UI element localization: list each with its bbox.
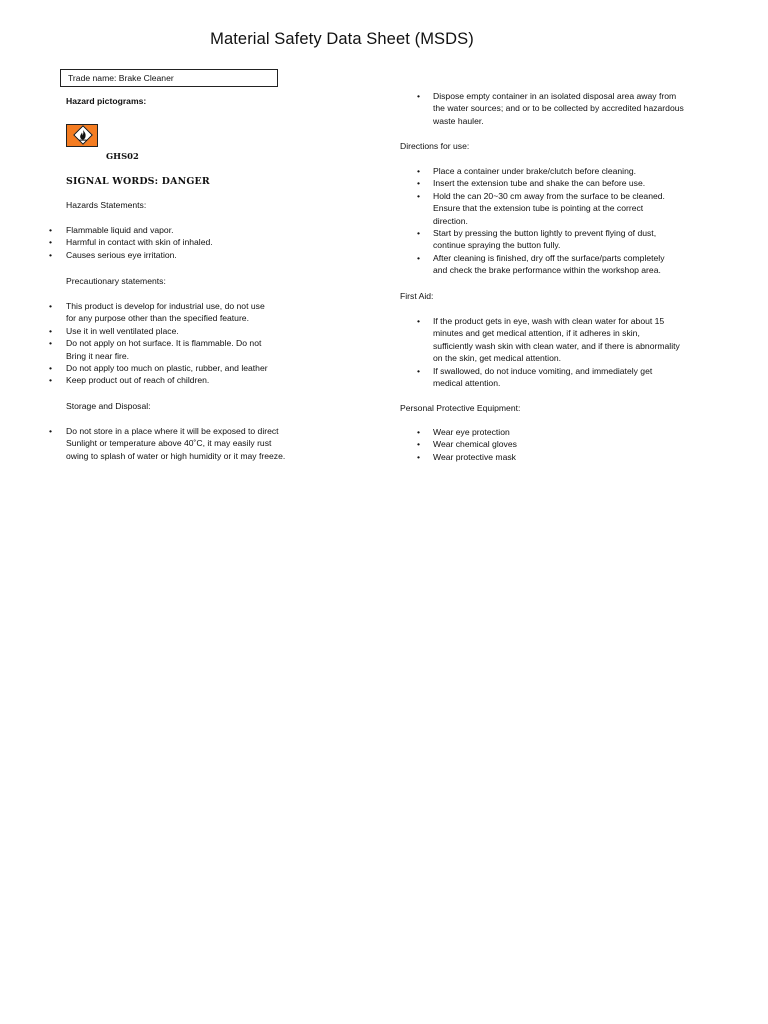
bullet-icon: • <box>49 325 53 336</box>
list-item-text: Ensure that the extension tube is pointing at the correct <box>433 203 644 214</box>
bullet-icon: • <box>417 178 421 189</box>
list-item-text: If swallowed, do not induce vomiting, and immediately get <box>433 365 653 376</box>
list-item-text: This product is develop for industrial use, do not use <box>66 301 265 311</box>
bullet-icon: • <box>49 249 53 260</box>
ppe-list <box>417 426 517 463</box>
bullet-icon: • <box>49 237 53 248</box>
list-item <box>417 315 680 365</box>
list-item <box>417 227 665 252</box>
list-item-text: Wear protective mask <box>433 451 516 462</box>
bullet-icon: • <box>417 228 421 239</box>
trade-name-box: Trade name: Brake Cleaner <box>60 69 278 87</box>
list-item <box>417 90 684 127</box>
list-item <box>417 426 517 438</box>
list-item <box>49 224 213 236</box>
bullet-icon: • <box>49 375 53 386</box>
list-item <box>49 236 213 248</box>
list-item-text: direction. <box>433 215 468 226</box>
list-item <box>417 177 665 189</box>
list-item-text: Harmful in contact with skin of inhaled. <box>66 237 213 248</box>
list-item-text: owing to splash of water or high humidity or it may freeze. <box>66 450 286 461</box>
signal-words: SIGNAL WORDS: DANGER <box>66 176 210 187</box>
list-item-text: Insert the extension tube and shake the can before use. <box>433 178 646 189</box>
list-item-text: Use it in well ventilated place. <box>66 325 179 336</box>
storage-list <box>49 425 286 462</box>
bullet-icon: • <box>49 363 53 374</box>
list-item-text: Sunlight or temperature above 40˚C, it may easily rust <box>66 438 272 449</box>
document-title: Material Safety Data Sheet (MSDS) <box>210 30 474 48</box>
hazard-pictograms-label: Hazard pictograms: <box>66 96 147 106</box>
list-item <box>49 374 268 386</box>
precautionary-heading: Precautionary statements: <box>66 276 166 286</box>
bullet-icon: • <box>417 365 421 376</box>
list-item-text: and check the brake performance within the workshop area. <box>433 265 661 276</box>
list-item <box>417 451 517 463</box>
list-item <box>417 165 665 177</box>
bullet-icon: • <box>49 225 53 235</box>
list-item-text: Flammable liquid and vapor. <box>66 225 174 235</box>
list-item-text: Causes serious eye irritation. <box>66 249 177 260</box>
list-item-text: Dispose empty container in an isolated disposal area away from <box>433 91 677 101</box>
list-item <box>49 337 268 362</box>
bullet-icon: • <box>417 91 421 101</box>
list-item-text: Keep product out of reach of children. <box>66 375 210 386</box>
list-item-text: the water sources; and or to be collected by accredited hazardous <box>433 103 684 114</box>
list-item-text: minutes and get medical attention, if it adheres in skin, <box>433 328 640 339</box>
list-item <box>417 365 680 390</box>
storage-continued-list <box>417 90 684 127</box>
bullet-icon: • <box>417 439 421 450</box>
list-item-text: sufficiently wash skin with clean water, and if there is abnormality <box>433 340 680 351</box>
directions-heading: Directions for use: <box>400 141 470 151</box>
storage-heading: Storage and Disposal: <box>66 401 151 411</box>
hazards-list <box>49 224 213 261</box>
bullet-icon: • <box>49 301 53 311</box>
list-item-text: Do not apply on hot surface. It is flammable. Do not <box>66 338 262 349</box>
bullet-icon: • <box>49 426 53 436</box>
list-item <box>417 190 665 227</box>
bullet-icon: • <box>49 338 53 349</box>
list-item-text: If the product gets in eye, wash with clean water for about 15 <box>433 316 665 326</box>
list-item <box>417 252 665 277</box>
list-item-text: for any purpose other than the specified feature. <box>66 313 249 324</box>
bullet-icon: • <box>417 427 421 437</box>
ppe-heading: Personal Protective Equipment: <box>400 403 521 413</box>
bullet-icon: • <box>417 316 421 326</box>
first-aid-heading: First Aid: <box>400 291 434 301</box>
bullet-icon: • <box>417 190 421 201</box>
hazards-heading: Hazards Statements: <box>66 200 147 210</box>
directions-list <box>417 165 665 277</box>
list-item-text: waste hauler. <box>433 115 484 126</box>
list-item-text: Wear eye protection <box>433 427 510 437</box>
flame-icon <box>66 124 98 147</box>
bullet-icon: • <box>417 252 421 263</box>
list-item-text: on the skin, get medical attention. <box>433 353 562 364</box>
pictogram-code: GHS02 <box>106 151 139 161</box>
list-item <box>417 438 517 450</box>
list-item-text: Wear chemical gloves <box>433 439 517 450</box>
list-item-text: Start by pressing the button lightly to prevent flying of dust, <box>433 228 657 239</box>
list-item <box>49 325 268 337</box>
list-item <box>49 300 268 325</box>
list-item-text: Hold the can 20~30 cm away from the surface to be cleaned. <box>433 190 665 201</box>
list-item-text: medical attention. <box>433 378 501 389</box>
list-item-text: Place a container under brake/clutch before cleaning. <box>433 166 637 176</box>
list-item-text: continue spraying the button fully. <box>433 240 561 251</box>
list-item-text: Bring it near fire. <box>66 350 130 361</box>
list-item <box>49 425 286 462</box>
list-item-text: Do not store in a place where it will be exposed to direct <box>66 426 279 436</box>
list-item-text: After cleaning is finished, dry off the surface/parts completely <box>433 252 665 263</box>
precautionary-list <box>49 300 268 387</box>
list-item <box>49 249 213 261</box>
first-aid-list <box>417 315 680 389</box>
bullet-icon: • <box>417 451 421 462</box>
list-item-text: Do not apply too much on plastic, rubber, and leather <box>66 363 268 374</box>
bullet-icon: • <box>417 166 421 176</box>
list-item <box>49 362 268 374</box>
